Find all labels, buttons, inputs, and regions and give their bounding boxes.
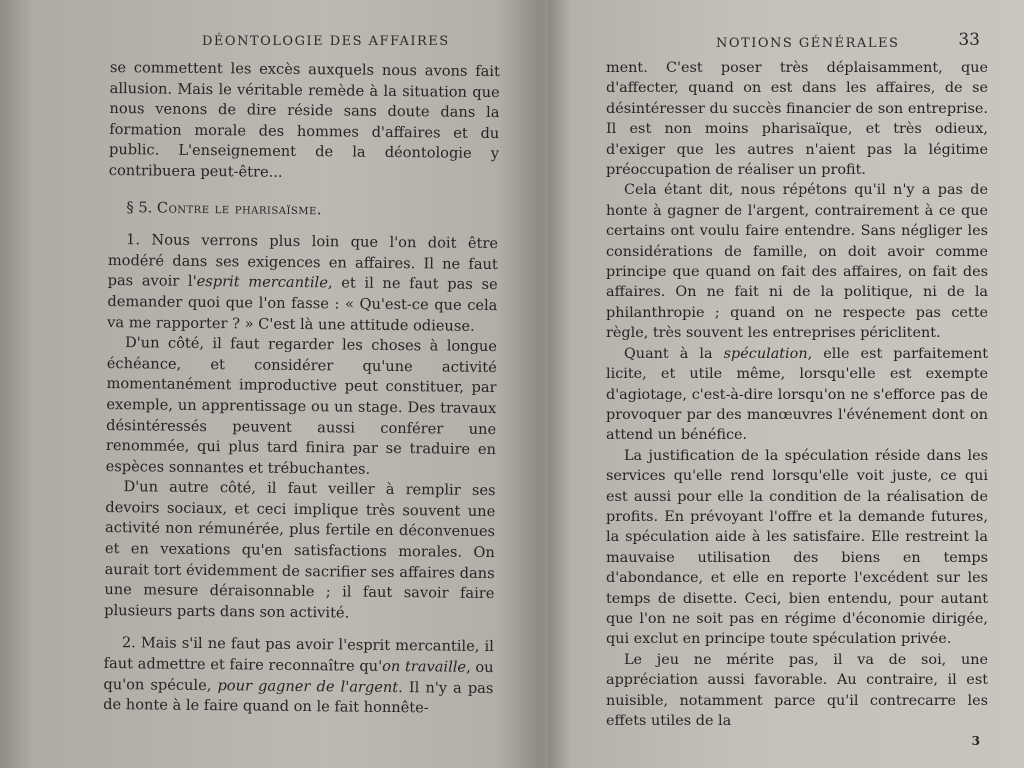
left-p4-text-b: , ou qu'on spécule, bbox=[103, 658, 494, 694]
left-p4-italic-2: pour gagner de l'argent bbox=[217, 676, 399, 696]
left-paragraph-1 bbox=[107, 230, 498, 337]
section-heading bbox=[108, 198, 498, 223]
right-paragraph-1: Cela étant dit, nous répétons qu'il n'y a pas de honte à gagner de l'argent, contrairement à ce que certains ont voulu faire entendre. Sans négliger les considérations de famille, on doit avoir comme principe que quand on fait des affaires, on fait des affaires. On ne fait ni de la politique, ni de la philanthropie ; quand on ne respecte pas cette règle, très souvent les entreprises périclitent. bbox=[606, 182, 988, 342]
right-page-text bbox=[606, 58, 988, 731]
section-title: Contre le pharisaïsme. bbox=[156, 199, 323, 218]
left-paragraph-2: D'un côté, il faut regarder les choses à longue échéance, et considérer qu'une activité momentanément improductive peut constituer, par exemple, un apprentissage ou un stage. Des travaux désintéressés peuvent aussi conférer une renommée, qui plus tard finira par se traduire en espèces sonnantes et trébuchantes. bbox=[105, 334, 498, 478]
left-p1-text-b: , et il ne faut pas se demander quoi que l'on fasse : « Qu'est-ce que cela va me rapporter ? » C'est là une attitude odieuse. bbox=[107, 274, 498, 335]
left-paragraph-3: D'un autre côté, il faut veiller à remplir ses devoirs sociaux, et ceci implique très souvent une activité non rémunérée, plus fertile en déconvenues et en vexations qu'en satisfactions morales. On aurait tort évidemment de sacrifier ses affaires dans une mesure déraisonnable ; il faut savoir faire plusieurs parts dans son activité. bbox=[104, 478, 496, 622]
left-paragraph-4 bbox=[103, 633, 494, 719]
right-running-header bbox=[606, 28, 988, 58]
page-number: 33 bbox=[958, 30, 980, 50]
right-paragraph-4: Le jeu ne mérite pas, il va de soi, une appréciation aussi favorable. Au contraire, il est nuisible, notamment parce qu'il contrecarre les effets utiles de la bbox=[606, 651, 988, 729]
left-running-header bbox=[110, 28, 500, 58]
right-header-title: NOTIONS GÉNÉRALES bbox=[716, 36, 900, 51]
signature-mark: 3 bbox=[971, 734, 980, 748]
right-page bbox=[548, 0, 1024, 768]
left-header-title: DÉONTOLOGIE DES AFFAIRES bbox=[202, 34, 450, 49]
left-p1-text-a: 1. Nous verrons plus loin que l'on doit être modéré dans ses exigences en affaires. Il ne faut pas avoir l' bbox=[107, 231, 499, 291]
right-p2-text-a: Quant à la bbox=[624, 345, 724, 362]
left-p4-text-a: 2. Mais s'il ne faut pas avoir l'esprit mercantile, il faut admettre et faire reconnaître qu' bbox=[103, 634, 494, 675]
right-p2-italic: spéculation bbox=[723, 345, 808, 362]
left-p4-text-c: . Il n'y a pas de honte à le faire quand on le fait honnête- bbox=[103, 678, 494, 717]
section-number: § 5. bbox=[126, 198, 153, 217]
left-p1-italic: esprit mercantile bbox=[196, 273, 328, 292]
right-paragraph-3: La justification de la spéculation réside dans les services qu'elle rend lorsqu'elle voit juste, ce qui est aussi pour elle la condition de la réalisation de profits. En prévoyant l'offre et la demande futures, la spéculation aide à les satisfaire. Elle restreint la mauvaise utilisation des biens en temps d'abondance, et elle en reporte l'excédent sur les temps de disette. Ceci, bien entendu, pour autant que l'on ne soit pas en régime d'économie dirigée, qui exclut en principe toute spéculation privée. bbox=[606, 447, 988, 648]
right-paragraph-2 bbox=[606, 344, 988, 446]
right-p2-text-b: , elle est parfaitement licite, et utile même, lorsqu'elle est exempte d'agiotage, c'est-à-dire lorsqu'on ne s'efforce pas de provoquer par des manœuvres l'événement dont on attend un bénéfice. bbox=[606, 345, 988, 444]
left-page-text bbox=[103, 58, 500, 720]
left-p4-italic-1: on travaille bbox=[382, 657, 467, 676]
right-continued-paragraph: ment. C'est poser très déplaisamment, que d'affecter, quand on est dans les affaires, de se désintéresser du succès financier de son entreprise. Il est non moins pharisaïque, et très odieux, d'exiger que les autres n'aient pas la légitime préoccupation de réaliser un profit. bbox=[606, 60, 988, 179]
left-intro-paragraph: se commettent les excès auxquels nous avons fait allusion. Mais le véritable remède à la situation que nous venons de dire réside sans doute dans la formation morale des hommes d'affaires et du public. L'enseignement de la déontologie y contribuera peut-être... bbox=[108, 58, 500, 181]
